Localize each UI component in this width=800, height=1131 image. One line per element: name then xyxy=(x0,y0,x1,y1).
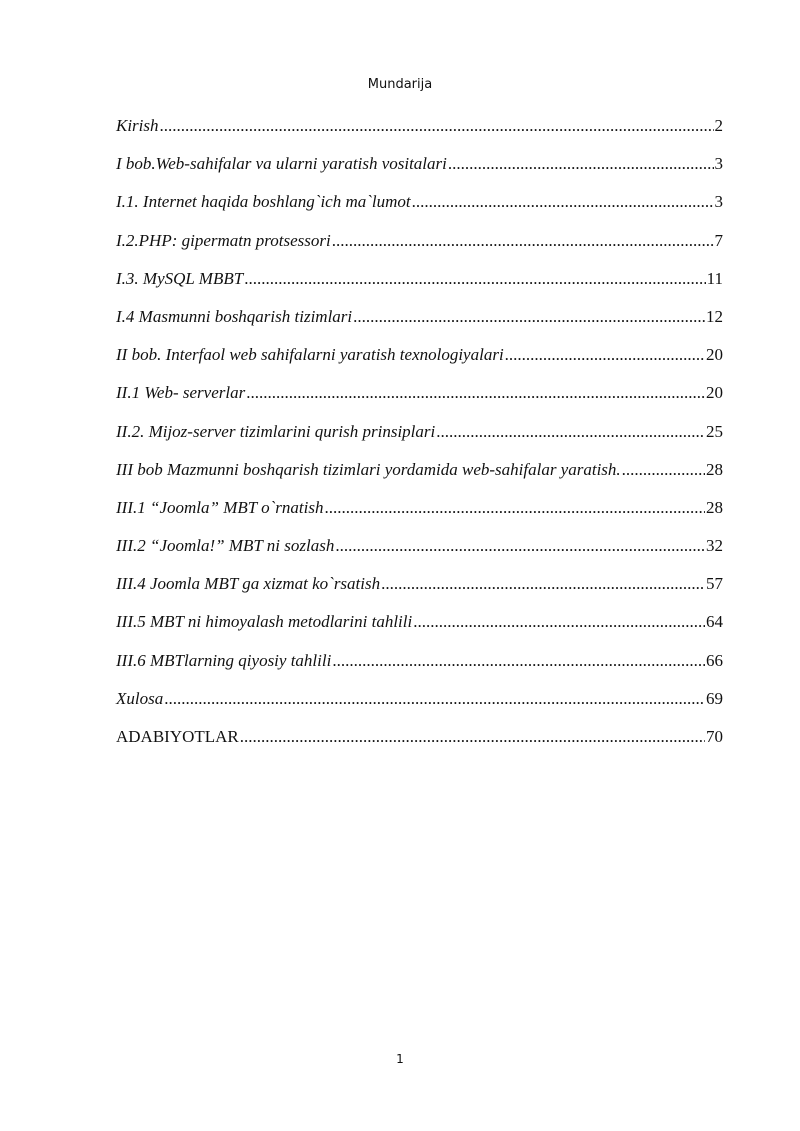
toc-entry-label: II.1 Web- serverlar xyxy=(116,383,246,403)
dot-leader xyxy=(448,154,714,174)
toc-entry-section-3-2[interactable] xyxy=(116,536,723,574)
toc-entry-page: 25 xyxy=(706,421,723,441)
toc-entry-page: 20 xyxy=(706,383,723,403)
dot-leader xyxy=(324,498,705,518)
dot-leader xyxy=(160,116,714,136)
toc-entry-adabiyotlar[interactable] xyxy=(116,727,723,765)
toc-entry-label: III.5 MBT ni himoyalash metodlarini tahlili xyxy=(116,612,413,632)
toc-entry-label: Xulosa xyxy=(116,688,164,708)
dot-leader xyxy=(412,192,714,212)
toc-entry-page: 20 xyxy=(706,345,723,365)
toc-entry-page: 32 xyxy=(706,536,723,556)
toc-entry-chapter-3[interactable] xyxy=(116,460,723,498)
toc-entry-label: I.3. MySQL MBBT xyxy=(116,268,244,288)
toc-entry-page: 28 xyxy=(706,497,723,517)
toc-entry-label: III.1 “Joomla” MBT o`rnatish xyxy=(116,497,324,517)
dot-leader xyxy=(622,460,705,480)
toc-entry-page: 3 xyxy=(714,154,723,174)
page-number: 1 xyxy=(396,1052,404,1066)
toc-entry-label: I.2.PHP: gipermatn protsessori xyxy=(116,230,331,250)
toc-entry-section-2-2[interactable] xyxy=(116,422,723,460)
toc-entry-section-1-4[interactable] xyxy=(116,307,723,345)
toc-entry-xulosa[interactable] xyxy=(116,689,723,727)
dot-leader xyxy=(335,536,705,556)
toc-entry-section-1-1[interactable] xyxy=(116,192,723,230)
toc-entry-chapter-2[interactable] xyxy=(116,345,723,383)
toc-entry-label: III.4 Joomla MBT ga xizmat ko`rsatish xyxy=(116,574,381,594)
dot-leader xyxy=(413,612,705,632)
dot-leader xyxy=(164,689,705,709)
dot-leader xyxy=(244,269,705,289)
toc-entry-section-3-1[interactable] xyxy=(116,498,723,536)
toc-entry-page: 12 xyxy=(706,306,723,326)
toc-entry-page: 3 xyxy=(714,192,723,212)
dot-leader xyxy=(332,651,705,671)
table-of-contents xyxy=(116,116,723,765)
toc-entry-label: III bob Mazmunni boshqarish tizimlari yordamida web-sahifalar yaratish. xyxy=(116,459,621,479)
toc-entry-label: II bob. Interfaol web sahifalarni yaratish texnologiyalari xyxy=(116,345,504,365)
toc-entry-page: 70 xyxy=(706,727,723,746)
toc-entry-section-1-3[interactable] xyxy=(116,269,723,307)
dot-leader xyxy=(381,574,705,594)
toc-entry-label: ADABIYOTLAR xyxy=(116,727,239,746)
toc-entry-section-2-1[interactable] xyxy=(116,383,723,421)
toc-entry-label: III.6 MBTlarning qiyosiy tahlili xyxy=(116,650,332,670)
toc-entry-page: 64 xyxy=(706,612,723,632)
toc-entry-label: I.1. Internet haqida boshlang`ich ma`lumot xyxy=(116,192,411,212)
toc-entry-label: III.2 “Joomla!” MBT ni sozlash xyxy=(116,536,335,556)
toc-entry-section-3-6[interactable] xyxy=(116,651,723,689)
toc-entry-label: II.2. Mijoz-server tizimlarini qurish prinsiplari xyxy=(116,421,436,441)
toc-entry-section-3-4[interactable] xyxy=(116,574,723,612)
toc-entry-page: 28 xyxy=(706,459,723,479)
toc-entry-label: I bob.Web-sahifalar va ularni yaratish vositalari xyxy=(116,154,447,174)
toc-entry-page: 2 xyxy=(714,116,723,135)
toc-entry-kirish[interactable] xyxy=(116,116,723,154)
toc-entry-chapter-1[interactable] xyxy=(116,154,723,192)
dot-leader xyxy=(353,307,705,327)
toc-entry-page: 57 xyxy=(706,574,723,594)
toc-entry-section-3-5[interactable] xyxy=(116,612,723,650)
toc-entry-section-1-2[interactable] xyxy=(116,231,723,269)
dot-leader xyxy=(240,727,705,747)
dot-leader xyxy=(436,422,705,442)
dot-leader xyxy=(505,345,705,365)
toc-entry-page: 66 xyxy=(706,650,723,670)
toc-entry-label: Kirish xyxy=(116,116,159,135)
dot-leader xyxy=(246,383,705,403)
page-title: Mundarija xyxy=(367,77,433,92)
dot-leader xyxy=(332,231,714,251)
toc-entry-page: 11 xyxy=(706,268,723,288)
toc-entry-page: 69 xyxy=(706,688,723,708)
toc-entry-page: 7 xyxy=(714,230,723,250)
toc-entry-label: I.4 Masmunni boshqarish tizimlari xyxy=(116,306,353,326)
